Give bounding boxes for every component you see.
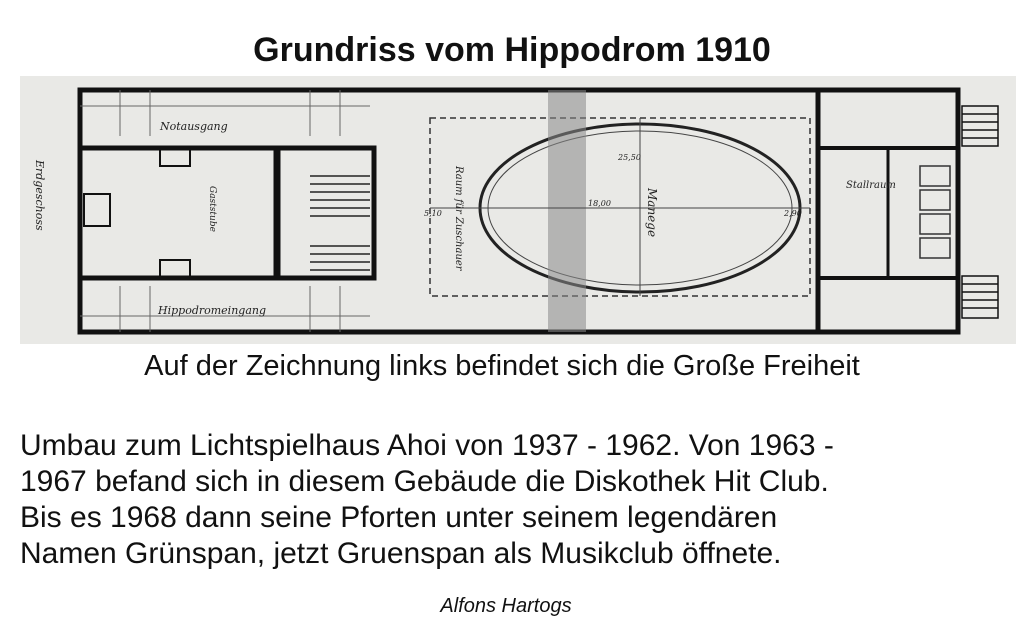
history-line: Namen Grünspan, jetzt Gruenspan als Musikclub öffnete. (20, 537, 782, 570)
history-paragraph (20, 428, 1010, 572)
label-dim-right: 2,90 (784, 209, 802, 218)
label-emergency-exit: Notausgang (160, 120, 228, 133)
label-entrance: Hippodromeingang (158, 304, 267, 317)
label-room: Raum für Zuschauer (453, 166, 464, 271)
label-stable: Stallraum (846, 180, 896, 191)
history-line: 1967 befand sich in diesem Gebäude die Diskothek Hit Club. (20, 465, 829, 498)
label-arena: Manege (645, 188, 659, 238)
author-credit: Alfons Hartogs (440, 595, 572, 617)
history-line: Bis es 1968 dann seine Pforten unter seinem legendären (20, 501, 778, 534)
fold-shadow (548, 90, 586, 332)
label-dim-center: 18,00 (588, 199, 611, 208)
page-title: Grundriss vom Hippodrom 1910 (253, 31, 771, 69)
label-ground-floor: Erdgeschoss (33, 160, 46, 231)
history-line: Umbau zum Lichtspielhaus Ahoi von 1937 - 1962. Von 1963 - (20, 429, 834, 462)
label-restaurant: Gaststube (207, 186, 217, 232)
label-dim-top: 25,50 (618, 153, 641, 162)
label-dim-left: 5,10 (424, 209, 442, 218)
floor-plan-image (20, 76, 1016, 344)
plan-caption: Auf der Zeichnung links befindet sich die Große Freiheit (144, 350, 860, 382)
